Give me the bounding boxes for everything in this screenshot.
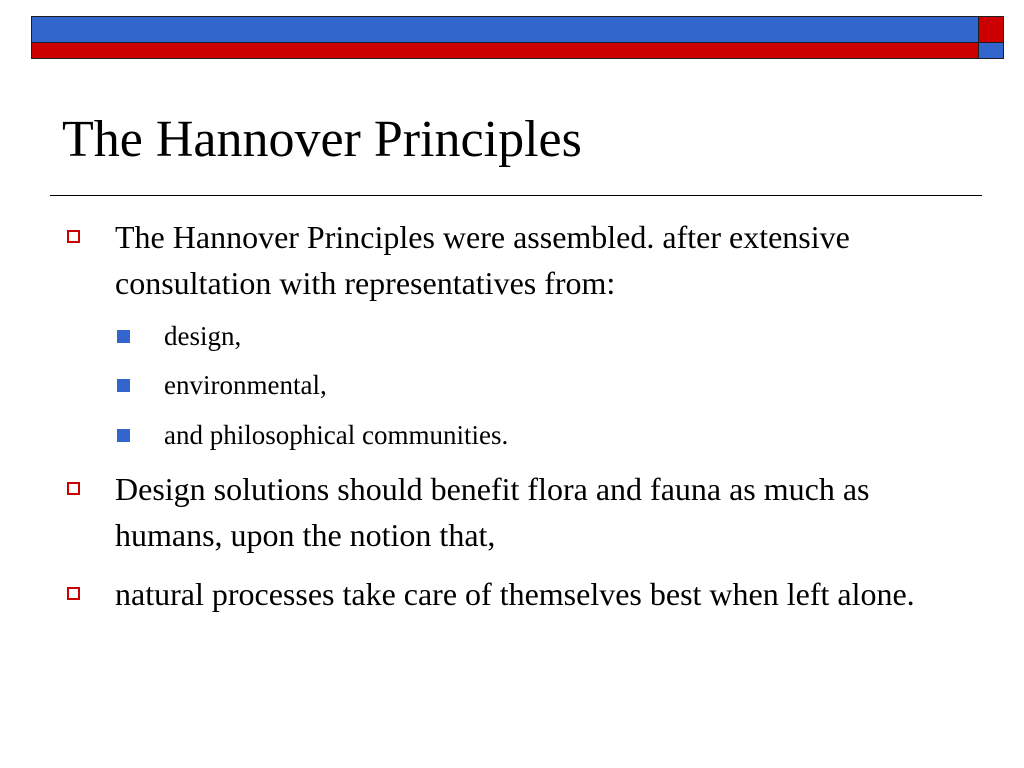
- filled-square-bullet-icon: [117, 429, 130, 442]
- hollow-square-bullet-icon: [67, 587, 80, 600]
- slide-title: The Hannover Principles: [62, 111, 582, 168]
- header-corner-square-red: [978, 16, 1004, 43]
- hollow-square-bullet-icon: [67, 230, 80, 243]
- header-band-blue: [31, 16, 979, 43]
- sub-bullet-item: [164, 368, 964, 402]
- bullet-text: The Hannover Principles were assembled. after extensive consultation with representatives from:: [115, 219, 850, 301]
- bullet-item: [115, 214, 975, 306]
- hollow-square-bullet-icon: [67, 482, 80, 495]
- title-divider: [50, 195, 982, 196]
- bullet-item: [115, 466, 975, 558]
- sub-bullet-item: [164, 418, 964, 452]
- filled-square-bullet-icon: [117, 330, 130, 343]
- header-band-red: [31, 42, 979, 59]
- filled-square-bullet-icon: [117, 379, 130, 392]
- bullet-text: Design solutions should benefit flora and fauna as much as humans, upon the notion that,: [115, 471, 870, 553]
- bullet-text: natural processes take care of themselves best when left alone.: [115, 576, 915, 612]
- sub-bullet-text: environmental,: [164, 370, 327, 400]
- sub-bullet-text: and philosophical communities.: [164, 420, 509, 450]
- header-corner-square-blue: [978, 42, 1004, 59]
- bullet-item: [115, 571, 975, 617]
- sub-bullet-item: [164, 319, 964, 353]
- sub-bullet-text: design,: [164, 321, 242, 351]
